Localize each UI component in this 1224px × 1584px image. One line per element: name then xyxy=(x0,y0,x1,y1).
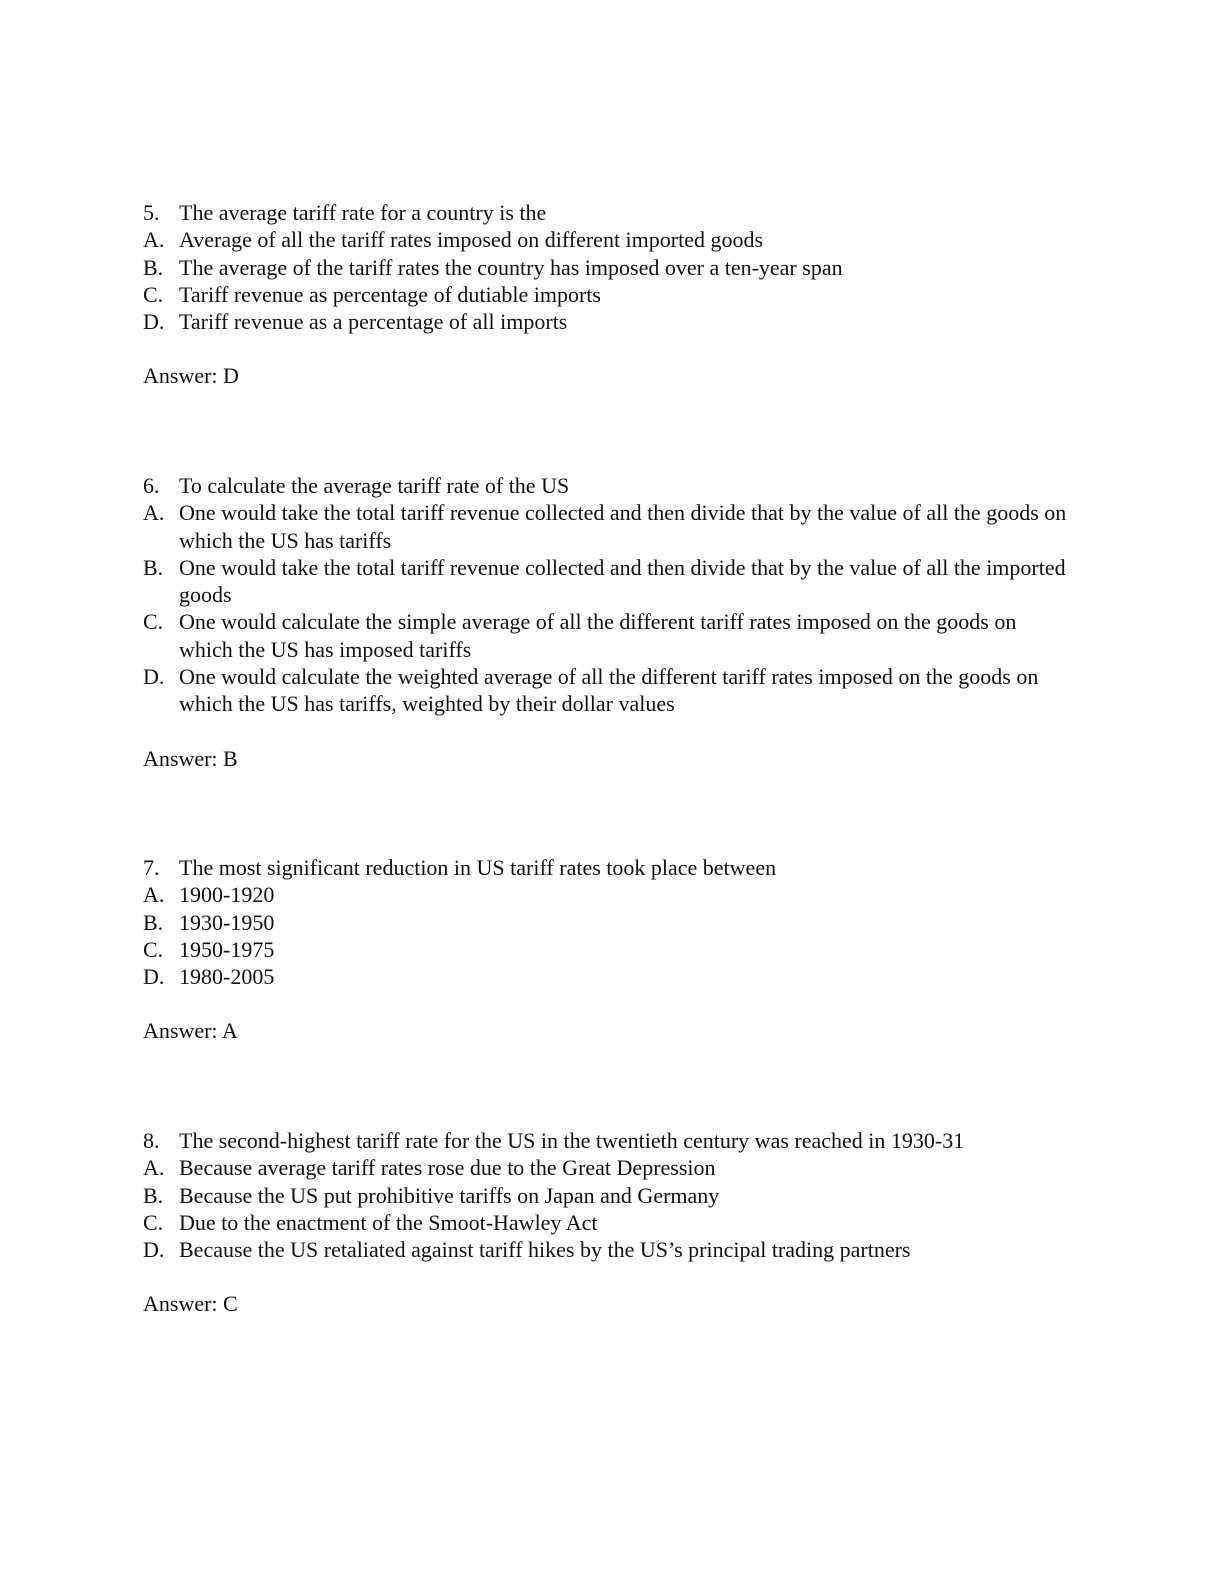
question-7 xyxy=(143,854,1073,1045)
question-stem xyxy=(143,1127,1073,1154)
option-text: One would calculate the simple average of all the different tariff rates imposed on the goods on which the US has imposed tariffs xyxy=(179,609,1017,662)
option-text: One would take the total tariff revenue collected and then divide that by the value of all the imported goods xyxy=(179,554,1066,608)
option-text: 1950-1975 xyxy=(179,936,275,962)
option-letter: D. xyxy=(143,664,165,690)
option-letter: C. xyxy=(143,609,164,635)
option-a xyxy=(143,499,1073,554)
option-letter: D. xyxy=(143,964,165,990)
option-text: The average of the tariff rates the country has imposed over a ten-year span xyxy=(179,254,843,280)
option-b xyxy=(143,254,1073,281)
option-c xyxy=(143,281,1073,308)
option-letter: B. xyxy=(143,254,164,280)
option-text: Because average tariff rates rose due to the Great Depression xyxy=(179,1155,716,1181)
option-letter: C. xyxy=(143,936,164,962)
answer-line: Answer: B xyxy=(143,745,238,771)
question-8 xyxy=(143,1127,1073,1318)
option-b xyxy=(143,1182,1073,1209)
option-a xyxy=(143,1154,1073,1181)
option-letter: B. xyxy=(143,1182,164,1208)
option-letter: C. xyxy=(143,1209,164,1235)
option-a xyxy=(143,226,1073,253)
option-text: 1900-1920 xyxy=(179,882,275,908)
option-d xyxy=(143,308,1073,335)
option-letter: B. xyxy=(143,909,164,935)
option-text: Due to the enactment of the Smoot-Hawley Act xyxy=(179,1209,598,1235)
option-d xyxy=(143,1236,1073,1263)
option-letter: A. xyxy=(143,500,165,526)
question-6 xyxy=(143,472,1073,772)
option-text: Tariff revenue as percentage of dutiable imports xyxy=(179,281,601,307)
option-text: Because the US retaliated against tariff hikes by the US’s principal trading partners xyxy=(179,1237,911,1263)
question-number: 8. xyxy=(143,1128,160,1153)
question-number: 6. xyxy=(143,473,160,498)
option-b xyxy=(143,554,1073,609)
question-text: The most significant reduction in US tariff rates took place between xyxy=(179,855,777,880)
question-stem xyxy=(143,199,1073,226)
option-d xyxy=(143,963,1073,990)
option-letter: A. xyxy=(143,882,165,908)
option-a xyxy=(143,881,1073,908)
question-stem xyxy=(143,472,1073,499)
option-text: 1980-2005 xyxy=(179,964,275,990)
option-letter: A. xyxy=(143,227,165,253)
option-letter: C. xyxy=(143,281,164,307)
question-text: To calculate the average tariff rate of the US xyxy=(179,473,570,498)
option-text: Because the US put prohibitive tariffs on Japan and Germany xyxy=(179,1182,720,1208)
option-text: One would take the total tariff revenue collected and then divide that by the value of all the goods on which the US has tariffs xyxy=(179,500,1067,553)
option-letter: A. xyxy=(143,1155,165,1181)
option-c xyxy=(143,936,1073,963)
answer-line: Answer: A xyxy=(143,1018,238,1044)
option-c xyxy=(143,608,1073,663)
option-letter: D. xyxy=(143,1237,165,1263)
answer-line: Answer: D xyxy=(143,363,239,389)
option-text: One would calculate the weighted average of all the different tariff rates imposed on the goods on which the US has tariffs, weighted by their dollar values xyxy=(179,664,1039,717)
option-text: Tariff revenue as a percentage of all imports xyxy=(179,309,568,335)
question-text: The second-highest tariff rate for the US in the twentieth century was reached in 1930-31 xyxy=(179,1128,965,1153)
option-b xyxy=(143,909,1073,936)
question-stem xyxy=(143,854,1073,881)
option-letter: D. xyxy=(143,309,165,335)
question-number: 5. xyxy=(143,200,160,225)
option-text: Average of all the tariff rates imposed on different imported goods xyxy=(179,227,764,253)
question-5 xyxy=(143,199,1073,390)
question-number: 7. xyxy=(143,855,160,880)
question-text: The average tariff rate for a country is the xyxy=(179,200,547,225)
option-d xyxy=(143,663,1073,718)
option-letter: B. xyxy=(143,554,164,580)
option-c xyxy=(143,1209,1073,1236)
answer-line: Answer: C xyxy=(143,1291,238,1317)
option-text: 1930-1950 xyxy=(179,909,275,935)
